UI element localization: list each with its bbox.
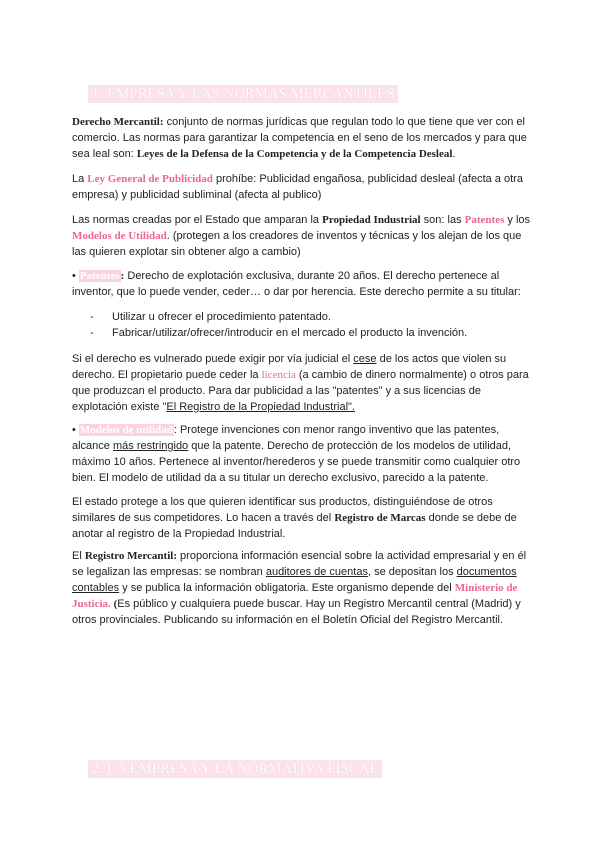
paragraph-cese-licencia (72, 351, 532, 415)
paragraph-text: donde se debe de anotar al registro de la Propiedad Industrial. (72, 512, 517, 540)
term-registro-mercantil: Registro Mercantil: (84, 550, 177, 562)
paragraph-derecho-mercantil (72, 114, 532, 162)
bullet-marker: • (72, 424, 76, 436)
term-propiedad-industrial: Propiedad Industrial (322, 214, 421, 226)
paragraph-text: La (72, 173, 88, 185)
term-ministerio-justicia: Ministerio de Justicia. (72, 582, 518, 610)
paragraph-text: y los (504, 214, 531, 226)
term-documentos-contables: documentos contables (72, 566, 517, 594)
paragraph-text: . (protegen a los creadores de inventos y técnicas y los alejan de los que las quieren explotar sin obtener algo a cambio) (72, 230, 522, 258)
paragraph-text: Las normas creadas por el Estado que amparan la (72, 214, 323, 226)
list-item: - Fabricar/utilizar/ofrecer/introducir en el mercado el producto la invención. (90, 325, 530, 341)
bullet-marker: • (72, 270, 76, 282)
paragraph-text: . (452, 148, 456, 160)
paragraph-text: Es público y cualquiera puede buscar. Hay un Registro Mercantil central (Madrid) y otros provinciales. Publicando su información en el Boletín Oficial del Registro Mercantil. (72, 598, 521, 626)
term-modelos-utilidad: Modelos de Utilidad (72, 230, 167, 242)
term-mas-restringido: más restringido (112, 440, 189, 452)
paragraph-text: de los actos que violen su derecho. El propietario puede ceder la (72, 353, 507, 381)
paragraph-text: (a cambio de dinero normalmente) o otros para que produzcan el producto. Para dar publicidad a las "patentes" y a sus licencias de explotación existe " (72, 369, 529, 413)
highlight-patentes: Patentes (79, 270, 120, 282)
term-licencia: licencia (261, 369, 296, 381)
term-registro-marcas: Registro de Marcas (334, 512, 426, 524)
term-auditores-cuentas: auditores de cuentas (265, 566, 368, 578)
paragraph-registro-marcas (72, 494, 532, 542)
paragraph-patentes (72, 268, 532, 300)
paren: ( (110, 598, 118, 610)
list-item: - Utilizar u ofrecer el procedimiento patentado. (90, 309, 530, 325)
dash-list (90, 309, 530, 341)
term-derecho-mercantil: Derecho Mercantil: (72, 116, 164, 128)
paragraph-modelos-utilidad (72, 422, 532, 486)
paragraph-text: conjunto de normas jurídicas que regulan todo lo que tiene que ver con el comercio. Las normas para garantizar la competencia en el seno de los mercados y para que sea leal son: (72, 116, 527, 160)
colon: : (120, 270, 125, 282)
paragraph-text: , se depositan los (367, 566, 457, 578)
paragraph-text: Si el derecho es vulnerado puede exigir por vía judicial el (72, 353, 354, 365)
paragraph-text: que la patente. Derecho de protección de los modelos de utilidad, máximo 10 años. Pertenece al inventor/herederos y se puede transmitir como cualquier otro bien. El modelo de utilidad da a su titular un derecho exclusivo, parecido a la patente. (72, 440, 521, 484)
paragraph-text: El (72, 550, 85, 562)
term-registro-propiedad-industrial: El Registro de la Propiedad Industrial". (166, 401, 355, 413)
term-patentes: Patentes (464, 214, 505, 226)
term-cese: cese (353, 353, 377, 365)
term-leyes-competencia: Leyes de la Defensa de la Competencia y de la Competencia Desleal (136, 148, 453, 160)
paragraph-ley-publicidad (72, 171, 532, 203)
paragraph-registro-mercantil (72, 548, 532, 628)
paragraph-text: prohíbe: Publicidad engañosa, publicidad desleal (afecta a otra empresa) y publicidad subliminal (afecta al publico) (72, 173, 523, 201)
highlight-modelos-utilidad: Modelos de utilidad (79, 424, 173, 436)
paragraph-text: son: las (420, 214, 465, 226)
paragraph-text: Derecho de explotación exclusiva, durante 20 años. El derecho pertenece al inventor, que lo puede vender, ceder… o dar por herencia. Este derecho permite a su titular: (72, 270, 521, 298)
paragraph-propiedad-industrial (72, 212, 532, 260)
paragraph-text: El estado protege a los que quieren identificar sus productos, distinguiéndose de otros similares de sus competidores. Lo hacen a través del (72, 496, 493, 524)
paragraph-text: proporciona información esencial sobre la actividad empresarial y en él se legalizan las empresas: se nombran (72, 550, 527, 578)
term-ley-general-publicidad: Ley General de Publicidad (87, 173, 213, 185)
paragraph-text: y se publica la información obligatoria. Este organismo depende del (119, 582, 455, 594)
paragraph-text: : Protege invenciones con menor rango inventivo que las patentes, alcance (72, 424, 500, 452)
section-heading-2: 2. LA EMPRESA Y LA NORMATIVA FISCAL (88, 760, 382, 778)
section-heading-1: 1. EMPRESA Y LAS NORMAS MERCANTILES (88, 85, 398, 103)
